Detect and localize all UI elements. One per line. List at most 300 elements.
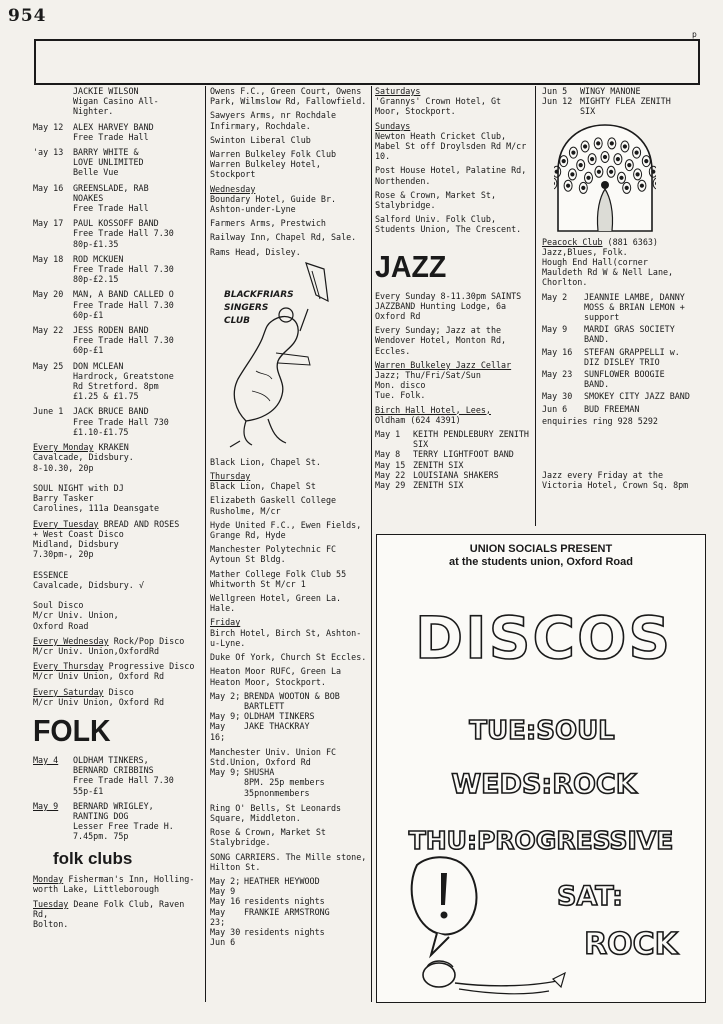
shusha-details xyxy=(244,767,370,798)
wednesday-venue: Boundary Hotel, Guide Br. Ashton-under-Lyne xyxy=(210,193,337,215)
regular-nights xyxy=(33,442,201,707)
heaton-date-text: JAKE THACKRAY xyxy=(244,721,310,732)
folk-entry xyxy=(33,801,201,842)
column-folk-clubs xyxy=(210,86,370,947)
birch-date-date: May 1 xyxy=(375,429,401,440)
black-lion-caption: Black Lion, Chapel St. xyxy=(210,456,321,467)
regular-night-text: Progressive Disco xyxy=(108,661,195,672)
concert-entry-line: DON MCLEAN xyxy=(73,360,124,371)
concert-entry-date: May 18 xyxy=(33,253,64,264)
concert-entry-line: JACK BRUCE BAND xyxy=(73,406,149,417)
heaton-date xyxy=(210,691,370,711)
regular-night-line: Barry Tasker xyxy=(33,493,94,504)
concert-entry-line: 60p-£1 xyxy=(73,309,104,320)
concert-entry xyxy=(33,183,201,214)
shusha-entry xyxy=(210,767,370,798)
feather-dot xyxy=(645,159,648,162)
advert-sat: SAT: xyxy=(557,881,623,912)
concert-entry-date: June 1 xyxy=(33,406,64,417)
peacock-date-text: MARDI GRAS SOCIETY BAND. xyxy=(584,324,675,345)
wednesday-venue: Rams Head, Disley. xyxy=(210,246,301,257)
song-date-date: May 9 xyxy=(210,886,236,897)
concert-entry-date: May 16 xyxy=(33,182,64,193)
shusha-line: SHUSHA xyxy=(244,767,275,778)
concert-entry-line: Free Trade Hall 730 xyxy=(73,416,169,427)
column-rock-listings xyxy=(33,86,201,935)
sunday-venue: Newton Heath Cricket Club, Mabel St off Droylsden Rd M/cr 10. xyxy=(375,130,527,162)
birch-hall-dates xyxy=(375,429,530,490)
song-date-date: May 2; xyxy=(210,875,241,886)
concert-entry-line: JACKIE WILSON xyxy=(73,86,139,96)
peacock-club-info xyxy=(542,247,690,288)
regular-night xyxy=(33,636,201,656)
folk-club-line xyxy=(33,874,201,884)
concert-entry-line: NOAKES xyxy=(73,192,104,203)
feather-dot xyxy=(616,157,619,160)
thursday-venue: Black Lion, Chapel St xyxy=(210,481,316,492)
song-date-date: May 16 xyxy=(210,896,241,907)
feather-dot xyxy=(640,184,643,187)
song-date-text: residents nights xyxy=(244,896,325,907)
feather-dot xyxy=(636,172,639,175)
enquiries-line: enquiries ring 928 5292 xyxy=(542,415,658,426)
jazz-venue: Every Sunday; Jazz at the Wendover Hotel, Monton Rd, Eccles. xyxy=(375,325,507,356)
feather-dot xyxy=(610,170,613,173)
concert-entry-line: Belle Vue xyxy=(73,167,119,178)
victoria-jazz-note: Jazz every Friday at the Victoria Hotel, Crown Sq. 8pm xyxy=(542,470,689,491)
column-rule-3 xyxy=(535,86,536,526)
concert-entry-line: Free Trade Hall 7.30 xyxy=(73,264,174,275)
concert-entry-line: Free Trade Hall 7.30 xyxy=(73,228,174,239)
top-date-text: WINGY MANONE xyxy=(580,86,641,96)
concert-entry xyxy=(33,147,201,178)
venue-entry: Swinton Liberal Club xyxy=(210,134,311,145)
peacock-date xyxy=(542,369,690,389)
regular-night-line: M/cr Univ. Union, xyxy=(33,610,119,621)
friday-heading: Friday xyxy=(210,617,241,628)
concert-entry-line: £1.10-£1.75 xyxy=(73,426,129,437)
regular-night-line: ESSENCE xyxy=(33,569,69,580)
top-date xyxy=(542,86,690,96)
regular-night-heading: Every Thursday xyxy=(33,661,104,672)
concert-entry-date: 'ay 13 xyxy=(33,147,64,158)
concert-entry-line: 80p-£1.35 xyxy=(73,238,119,249)
concert-list xyxy=(33,86,201,437)
birch-date xyxy=(375,470,530,480)
peacock-line: Hough End Hall(corner xyxy=(542,257,648,268)
regular-night-line: + West Coast Disco xyxy=(33,528,124,539)
column-jazz-clubs xyxy=(542,86,690,490)
concert-entry-line: Wigan Casino All- xyxy=(73,96,159,107)
column-rule-1 xyxy=(205,86,206,1002)
birch-date-date: May 15 xyxy=(375,459,406,470)
birch-date xyxy=(375,449,530,459)
advert-tue-soul: TUE:SOUL xyxy=(469,716,615,746)
regular-night xyxy=(33,442,201,513)
folk-club-text: Fisherman's Inn, Holling- xyxy=(68,873,195,884)
feather-dot xyxy=(620,176,623,179)
folk-entry-line: Lesser Free Trade H. xyxy=(73,821,174,832)
thursday-venue: Wellgreen Hotel, Green La. Hale. xyxy=(210,593,342,614)
concert-entry xyxy=(33,325,201,356)
folk-entry-details xyxy=(73,755,201,796)
feather-dot xyxy=(555,170,558,173)
regular-night-line: M/cr Univ Union, Oxford Rd xyxy=(33,696,165,707)
concert-entry-details xyxy=(73,406,201,437)
thursday-venue: Hyde United F.C., Ewen Fields, Grange Rd, Hyde xyxy=(210,519,362,541)
feather-dot xyxy=(554,182,555,185)
sign-word: SINGERS xyxy=(224,302,269,313)
warren-line: Jazz; Thu/Fri/Sat/Sun xyxy=(375,370,481,381)
feather-dot xyxy=(603,155,606,158)
peacock-date-text: SMOKEY CITY JAZZ BAND xyxy=(584,391,690,402)
concert-entry-line: BARRY WHITE & xyxy=(73,147,139,158)
concert-entry-line: JESS RODEN BAND xyxy=(73,325,149,336)
folk-entry-line: 55p-£1 xyxy=(73,785,104,796)
birch-date-text: LOUISIANA SHAKERS xyxy=(413,469,499,480)
thursday-heading: Thursday xyxy=(210,471,251,482)
folk-entry xyxy=(33,755,201,796)
regular-night-heading: Every Saturday xyxy=(33,686,104,697)
birch-hall-phone: Oldham (624 4391) xyxy=(375,414,461,425)
birch-hall-heading: Birch Hall Hotel, Lees, xyxy=(375,404,491,415)
feather-dot xyxy=(571,172,574,175)
song-date xyxy=(210,886,370,896)
sunday-venue: Salford Univ. Folk Club, Students Union, The Crescent. xyxy=(375,214,522,235)
folk-club-text: Deane Folk Club, Raven Rd, xyxy=(33,899,185,920)
feather-dot xyxy=(567,184,570,187)
regular-night-heading: Every Tuesday xyxy=(33,518,99,529)
feather-dot xyxy=(562,159,565,162)
friday-venue: Heaton Moor RUFC, Green La Heaton Moor, Stockport. xyxy=(210,666,342,687)
shusha-date: May 9; xyxy=(210,767,241,778)
folk-entry-line: Free Trade Hall 7.30 xyxy=(73,775,174,786)
feather-dot xyxy=(628,163,631,166)
regular-night-heading: Every Wednesday xyxy=(33,635,109,646)
venue-entry: Warren Bulkeley Folk Club Warren Bulkeley Hotel, Stockport xyxy=(210,149,337,180)
column-rule-2 xyxy=(371,86,372,1002)
concert-entry-details xyxy=(73,325,201,356)
birch-date-date: May 29 xyxy=(375,480,406,491)
concert-entry-date: May 12 xyxy=(33,121,64,132)
peacock-date xyxy=(542,324,690,344)
wednesday-list xyxy=(210,194,370,257)
advert-subtitle: at the students union, Oxford Road xyxy=(449,556,633,568)
concert-entry-line: MAN, A BAND CALLED O xyxy=(73,289,174,300)
warren-line: Mon. disco xyxy=(375,380,426,391)
manchester-univ-venue: Manchester Univ. Union FC Std.Union, Oxford Rd xyxy=(210,746,337,767)
birch-date-date: May 22 xyxy=(375,469,406,480)
song-date-date: May 30 xyxy=(210,926,241,937)
song-date-text: HEATHER HEYWOOD xyxy=(244,875,320,886)
song-date-date: Jun 6 xyxy=(210,937,236,948)
regular-night xyxy=(33,519,201,631)
regular-night-line xyxy=(33,590,201,600)
folk-club xyxy=(33,874,201,894)
advert-rock: ROCK xyxy=(584,927,678,962)
regular-night-line xyxy=(33,473,201,483)
regular-night-line: Cavalcade, Didsbury. xyxy=(33,452,134,463)
sunday-venue: Post House Hotel, Palatine Rd, Northenden. xyxy=(375,165,527,186)
peacock-date-date: May 23 xyxy=(542,369,573,380)
top-date-date: Jun 12 xyxy=(542,96,573,107)
regular-night-text: KRAKEN xyxy=(98,442,129,453)
corner-mark: p xyxy=(692,30,697,39)
concert-entry-line: 60p-£1 xyxy=(73,345,104,356)
regular-night-line: 8-10.30, 20p xyxy=(33,462,94,473)
feather-dot xyxy=(591,157,594,160)
concert-entry-details xyxy=(73,183,201,214)
folk-entry-date: May 9 xyxy=(33,800,59,811)
top-date xyxy=(542,96,690,116)
concert-entry-line: Free Trade Hall 7.30 xyxy=(73,335,174,346)
peacock-club-heading: Peacock Club xyxy=(542,236,603,247)
folk-club-list xyxy=(33,874,201,930)
concert-entry xyxy=(33,406,201,437)
shusha-line: 8PM. 25p members xyxy=(244,777,325,788)
venue-entry: Rose & Crown, Market St Stalybridge. xyxy=(210,827,326,848)
jazz-list xyxy=(375,291,530,356)
peacock-date-date: May 30 xyxy=(542,391,573,402)
feather-dot xyxy=(597,170,600,173)
regular-night-line xyxy=(33,442,201,452)
peacock-drawing xyxy=(554,121,656,233)
regular-night-line xyxy=(33,661,201,671)
peacock-club-dates xyxy=(542,292,690,414)
concert-entry-line: Nighter. xyxy=(73,106,114,117)
peacock-date-date: May 16 xyxy=(542,346,573,357)
heaton-date-date: May 16; xyxy=(210,721,226,742)
birch-date-date: May 8 xyxy=(375,449,401,460)
concert-entry-details xyxy=(73,218,201,249)
song-date xyxy=(210,937,370,947)
peacock-date xyxy=(542,404,690,414)
folk-club-heading: Tuesday xyxy=(33,899,69,909)
birch-date xyxy=(375,429,530,449)
regular-night-line: SOUL NIGHT with DJ xyxy=(33,482,124,493)
warren-jazz-heading: Warren Bulkeley Jazz Cellar xyxy=(375,359,512,370)
song-date-text: FRANKIE ARMSTRONG xyxy=(244,906,330,917)
concert-entry-line: GREENSLADE, RAB xyxy=(73,182,149,193)
song-date xyxy=(210,896,370,906)
regular-night-line xyxy=(33,519,201,529)
folk-entry-line: BERNARD CRIBBINS xyxy=(73,765,154,776)
thursday-venue: Elizabeth Gaskell College Rusholme, M/cr xyxy=(210,495,337,516)
friday-venue: Duke Of York, Church St Eccles. xyxy=(210,652,367,663)
venue-list-bottom xyxy=(210,803,370,872)
shusha-line: 35pnonmembers xyxy=(244,787,310,798)
concert-entry xyxy=(33,122,201,142)
folk-clubs-heading: folk clubs xyxy=(53,848,133,868)
sign-word: CLUB xyxy=(224,315,251,326)
page-number: 954 xyxy=(8,6,47,26)
thursday-list xyxy=(210,481,370,613)
folk-entry-details xyxy=(73,801,201,842)
wednesday-venue: Farmers Arms, Prestwich xyxy=(210,218,326,229)
concert-entry-line: Free Trade Hall 7.30 xyxy=(73,299,174,310)
concert-entry xyxy=(33,218,201,249)
peacock-date-date: May 9 xyxy=(542,324,568,335)
feather-dot xyxy=(579,163,582,166)
concert-entry-line: PAUL KOSSOFF BAND xyxy=(73,218,159,229)
venue-entry: Owens F.C., Green Court, Owens Park, Wilmslow Rd, Fallowfield. xyxy=(210,86,367,107)
sunday-list xyxy=(375,131,530,235)
song-date-date: May 23; xyxy=(210,906,226,927)
peacock-illustration xyxy=(554,121,656,233)
regular-night-line xyxy=(33,636,201,646)
folk-club-line xyxy=(33,899,201,919)
regular-night-line xyxy=(33,687,201,697)
folk-concerts xyxy=(33,755,201,842)
feather-dot xyxy=(635,151,638,154)
regular-night-line: Midland, Didsbury xyxy=(33,538,119,549)
concert-entry-date xyxy=(33,86,73,117)
peacock-date xyxy=(542,347,690,367)
regular-night-line: M/cr Univ. Union,OxfordRd xyxy=(33,645,160,656)
concert-entry-details xyxy=(73,361,201,402)
peacock-line: Jazz,Blues, Folk. xyxy=(542,246,628,257)
concert-entry-line: £1.25 & £1.75 xyxy=(73,391,139,402)
folk-entry-line: BERNARD WRIGLEY, xyxy=(73,800,154,811)
sign-word: BLACKFRIARS xyxy=(224,289,294,300)
thursday-venue: Manchester Polytechnic FC Aytoun St Bldg. xyxy=(210,544,337,565)
heaton-date-date: May 9; xyxy=(210,711,241,722)
concert-entry-details xyxy=(73,289,201,320)
venue-entry: Sawyers Arms, nr Rochdale Infirmary, Rochdale. xyxy=(210,110,337,131)
regular-night-heading: Every Monday xyxy=(33,442,94,453)
warren-line: Tue. Folk. xyxy=(375,390,426,401)
regular-night-text: Rock/Pop Disco xyxy=(113,635,185,646)
top-date-date: Jun 5 xyxy=(542,86,568,96)
song-date xyxy=(210,876,370,886)
birch-date-text: TERRY LIGHTFOOT BAND xyxy=(413,449,514,460)
concert-entry xyxy=(33,289,201,320)
regular-night xyxy=(33,687,201,707)
folk-club-heading: Monday xyxy=(33,873,64,884)
sunday-venue: Rose & Crown, Market St, Stalybridge. xyxy=(375,189,497,211)
concert-entry-line: LOVE UNLIMITED xyxy=(73,157,144,168)
peacock-date-text: BUD FREEMAN xyxy=(584,403,640,414)
regular-night xyxy=(33,661,201,681)
feather-dot xyxy=(656,182,657,185)
heaton-date xyxy=(210,721,370,741)
venue-entry: SONG CARRIERS. The Mille stone, Hilton St. xyxy=(210,851,367,872)
peacock-date-text: STEFAN GRAPPELLI w. DIZ DISLEY TRIO xyxy=(584,346,680,367)
regular-night-text: BREAD AND ROSES xyxy=(103,518,180,529)
concert-entry-date: May 25 xyxy=(33,360,64,371)
peacock-date-text: JEANNIE LAMBE, DANNY MOSS & BRIAN LEMON + support xyxy=(584,291,685,323)
peacock-club-phone: (881 6363) xyxy=(602,236,658,247)
regular-night-line: M/cr Univ Union, Oxford Rd xyxy=(33,671,165,682)
peacock-date-date: May 2 xyxy=(542,291,568,302)
regular-night-line: Oxford Road xyxy=(33,620,89,631)
shusha xyxy=(210,767,370,798)
folk-entry-line: 7.45pm. 75p xyxy=(73,831,129,842)
warren-jazz-list xyxy=(375,370,530,401)
birch-date-text: ZENITH SIX xyxy=(413,480,464,491)
peacock-line: Mauldeth Rd W & Nell Lane, xyxy=(542,267,674,278)
union-socials-advert xyxy=(376,534,706,1003)
feather-dot xyxy=(582,186,585,189)
advert-weds-rock: WEDS:ROCK xyxy=(451,769,637,800)
wednesday-venue: Railway Inn, Chapel Rd, Sale. xyxy=(210,232,357,243)
peacock-date-date: Jun 6 xyxy=(542,403,568,414)
advert-discos: DISCOS xyxy=(415,604,673,672)
peacock-line: Chorlton. xyxy=(542,277,588,288)
heaton-date-text: BRENDA WOOTON & BOB BARTLETT xyxy=(244,690,340,711)
top-dates xyxy=(542,86,690,117)
advert-title: UNION SOCIALS PRESENT xyxy=(469,543,613,555)
folk-entry-date: May 4 xyxy=(33,754,59,765)
regular-night-text: Disco xyxy=(108,686,134,697)
feather-dot xyxy=(584,145,587,148)
folk-entry-line: RANTING DOG xyxy=(73,810,129,821)
feather-dot xyxy=(625,186,628,189)
concert-entry-line: Free Trade Hall xyxy=(73,131,149,142)
regular-night-line: Soul Disco xyxy=(33,600,84,611)
blackfriars-sign xyxy=(224,289,294,328)
jazz-heading: JAZZ xyxy=(375,248,447,284)
feather-dot xyxy=(572,151,575,154)
folk-entry-line: OLDHAM TINKERS, xyxy=(73,754,149,765)
feather-dot xyxy=(610,141,613,144)
wednesday-heading: Wednesday xyxy=(210,183,256,194)
column-jazz xyxy=(375,86,530,490)
folk-club xyxy=(33,899,201,930)
concert-entry xyxy=(33,86,201,117)
saturdays-heading: Saturdays xyxy=(375,86,421,96)
concert-entry-date: May 22 xyxy=(33,325,64,336)
concert-entry-date: May 17 xyxy=(33,218,64,229)
concert-entry xyxy=(33,254,201,285)
thursday-venue: Mather College Folk Club 55 Whitworth St M/cr 1 xyxy=(210,568,347,589)
top-date-text: MIGHTY FLEA ZENITH SIX xyxy=(580,96,671,117)
jazz-venue: Every Sunday 8-11.30pm SAINTS JAZZBAND Hunting Lodge, 6a Oxford Rd xyxy=(375,290,522,322)
concert-entry-date: May 20 xyxy=(33,289,64,300)
concert-entry-line: Hardrock, Greatstone xyxy=(73,370,174,381)
feather-dot xyxy=(587,176,590,179)
venue-list-top xyxy=(210,86,370,180)
peacock-date xyxy=(542,391,690,401)
folk-heading: FOLK xyxy=(33,712,111,748)
sundays-heading: Sundays xyxy=(375,120,411,131)
concert-entry-line: ROD MCKUEN xyxy=(73,253,124,264)
regular-night-line: Cavalcade, Didsbury. √ xyxy=(33,579,144,590)
regular-night-line: Carolines, 111a Deansgate xyxy=(33,503,160,514)
concert-entry-details xyxy=(73,122,201,142)
birch-date-text: ZENITH SIX xyxy=(413,459,464,470)
peacock-date-text: SUNFLOWER BOOGIE BAND. xyxy=(584,369,665,390)
concert-entry-details xyxy=(73,86,201,117)
venue-entry: Ring O' Bells, St Leonards Square, Middleton. xyxy=(210,802,342,823)
peacock-date xyxy=(542,292,690,323)
header-box xyxy=(34,39,700,85)
regular-night-line: 7.30pm-, 20p xyxy=(33,549,94,560)
heaton-date xyxy=(210,711,370,721)
blackfriars-illustration xyxy=(216,261,338,451)
advert-thu-progressive: THU:PROGRESSIVE xyxy=(408,826,674,855)
regular-night-line xyxy=(33,559,201,569)
birch-date xyxy=(375,480,530,490)
birch-date-text: KEITH PENDLEBURY ZENITH SIX xyxy=(413,429,529,450)
concert-entry-details xyxy=(73,254,201,285)
saturday-venue: 'Grannys' Crown Hotel, Gt Moor, Stockport. xyxy=(375,96,502,117)
heaton-date-text: OLDHAM TINKERS xyxy=(244,711,315,722)
concert-entry-line: 80p-£2.15 xyxy=(73,274,119,285)
friday-venue: Birch Hotel, Birch St, Ashton-u-Lyne. xyxy=(210,627,362,648)
folk-club-line: Bolton. xyxy=(33,919,69,930)
friday-list xyxy=(210,628,370,687)
